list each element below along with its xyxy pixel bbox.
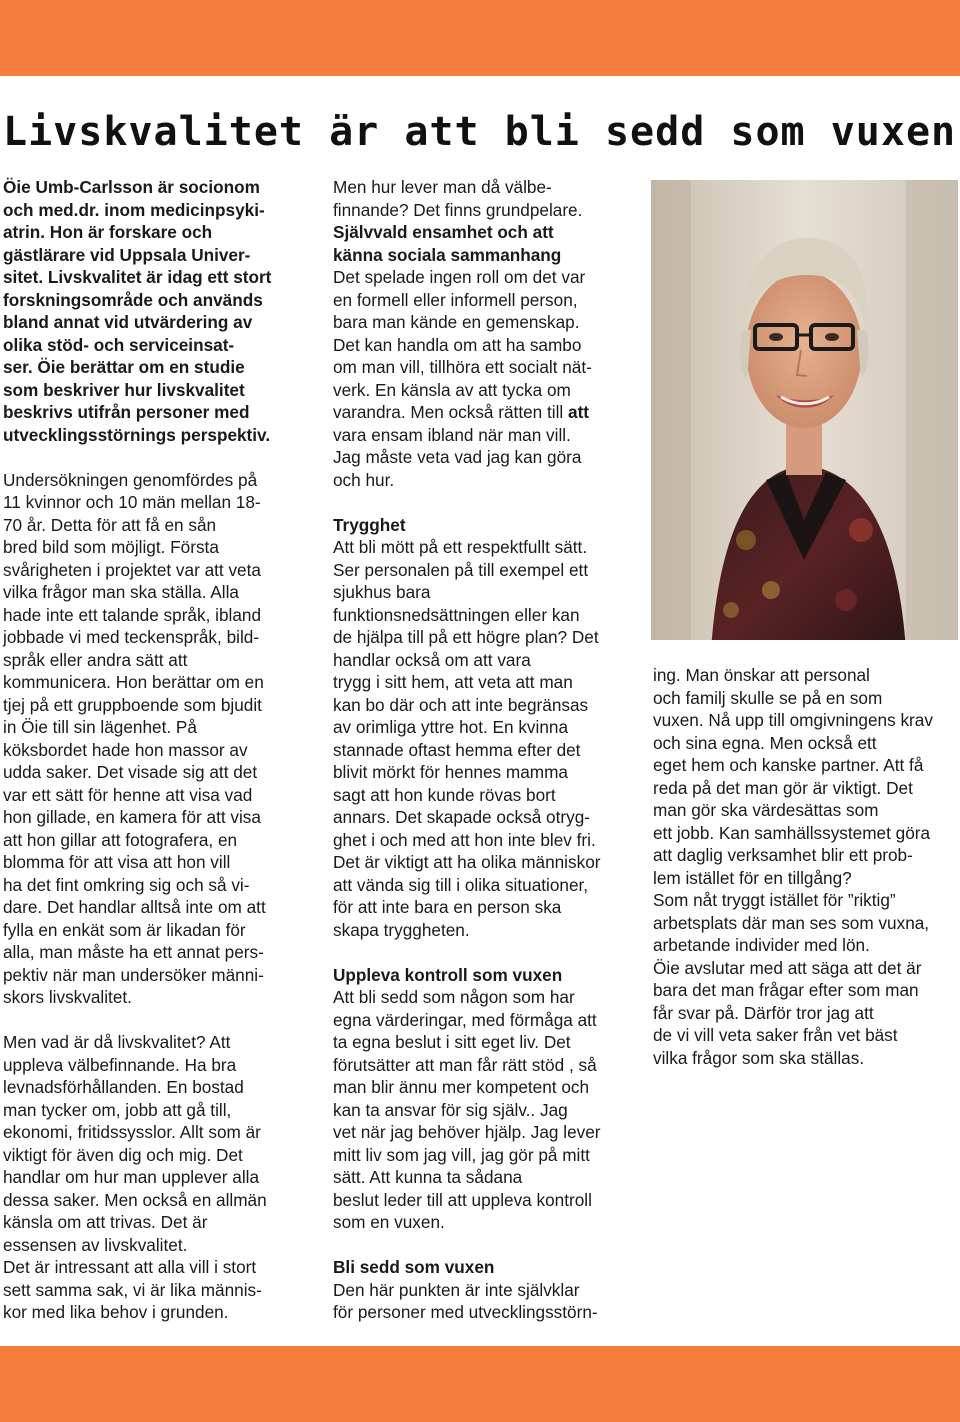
article-title: Livskvalitet är att bli sedd som vuxen: [3, 109, 957, 155]
text-line: arbetsplats där man ses som vuxna,: [653, 912, 930, 933]
text-line: var ett sätt för henne att visa vad: [3, 784, 253, 805]
text-line: Men hur lever man då välbe-: [333, 177, 552, 197]
text-line: beslut leder till att uppleva kontroll: [333, 1189, 592, 1210]
body-paragraph: [333, 1279, 633, 1324]
text-line: ett jobb. Kan samhällssystemet göra: [653, 822, 931, 843]
column-3: [653, 664, 958, 1069]
text-line: bred bild som möjligt. Första: [3, 537, 219, 557]
text-line: vara ensam ibland när man vill.: [333, 424, 571, 445]
text-line: Undersökningen genomfördes på: [3, 469, 258, 490]
text-line: vilka frågor som ska ställas.: [653, 1047, 865, 1068]
text-line: ing. Man önskar att personal: [653, 665, 870, 685]
text-line: och med.dr. inom medicinpsyki-: [3, 199, 265, 220]
text-line: blivit mörkt för hennes mamma: [333, 762, 568, 782]
text-line: egna värderingar, med förmåga att: [333, 1009, 597, 1030]
text-line: känna sociala sammanhang: [333, 244, 562, 265]
text-line: av orimliga yttre hot. En kvinna: [333, 717, 569, 737]
text-line: att daglig verksamhet blir ett prob-: [653, 845, 913, 865]
text-line: man tycker om, jobb att gå till,: [3, 1099, 232, 1120]
text-line: kor med lika behov i grunden.: [3, 1302, 229, 1322]
section-heading: [333, 221, 633, 266]
text-line: vet när jag behöver hjälp. Jag lever: [333, 1122, 601, 1142]
emphasis-text: att: [568, 402, 590, 422]
text-line: och familj skulle se på en som: [653, 687, 883, 708]
text-line: och sina egna. Men också ett: [653, 732, 877, 753]
text-line: att hon gillar att fotografera, en: [3, 829, 238, 850]
text-line: utvecklingsstörnings perspektiv.: [3, 424, 271, 445]
body-paragraph: [333, 986, 633, 1234]
text-line: hon gillade, en kamera för att visa: [3, 807, 261, 827]
text-line: verk. En känsla av att tycka om: [333, 379, 571, 400]
text-line: kan bo där och att inte begränsas: [333, 694, 589, 715]
text-line: Det är viktigt att ha olika människor: [333, 852, 601, 872]
text-line: handlar också om att vara: [333, 649, 531, 670]
text-line: känsla om att trivas. Det är: [3, 1212, 208, 1232]
section-heading: Uppleva kontroll som vuxen: [333, 964, 563, 985]
text-line: Självvald ensamhet och att: [333, 222, 554, 242]
text-line: blomma för att visa att hon vill: [3, 852, 231, 872]
text-line: forskningsområde och används: [3, 289, 263, 310]
text-line: ser. Öie berättar om en studie: [3, 357, 245, 377]
text-line: och hur.: [333, 469, 395, 490]
text-line: levnadsförhållanden. En bostad: [3, 1077, 244, 1097]
section-heading: Trygghet: [333, 514, 406, 535]
text-line: att vända sig till i olika situationer,: [333, 874, 589, 895]
text-line: Det kan handla om att ha sambo: [333, 334, 582, 355]
text-line: bara det man frågar efter som man: [653, 980, 919, 1000]
text-line: fylla en enkät som är likadan för: [3, 919, 246, 940]
text-line: ta egna beslut i sitt eget liv. Det: [333, 1032, 571, 1052]
text-line: jobbade vi med teckenspråk, bild-: [3, 627, 260, 647]
text-line: Öie avslutar med att säga att det är: [653, 957, 922, 978]
body-paragraph: [3, 1031, 303, 1324]
text-line: handlar om hur man upplever alla: [3, 1167, 260, 1187]
text-line: trygg i sitt hem, att veta att man: [333, 672, 573, 692]
text-line: de hjälpa till på ett högre plan? Det: [333, 627, 599, 647]
bottom-orange-band: [0, 1346, 960, 1422]
text-line: ekonomi, fritidssysslor. Allt som är: [3, 1122, 261, 1142]
text-line: Att bli sedd som någon som har: [333, 987, 575, 1007]
text-line: Det är intressant att alla vill i stort: [3, 1257, 257, 1277]
text-line: gästlärare vid Uppsala Univer-: [3, 244, 251, 265]
text-line: köksbordet hade hon massor av: [3, 739, 248, 760]
text-line: uppleva välbefinnande. Ha bra: [3, 1054, 237, 1075]
text-line: kommunicera. Hon berättar om en: [3, 672, 264, 692]
text-line: viktigt för även dig och mig. Det: [3, 1144, 243, 1165]
text-line: arbetande individer med lön.: [653, 935, 870, 955]
text-line: reda på det man gör är viktigt. Det: [653, 777, 913, 798]
text-line: [333, 401, 633, 424]
body-paragraph: [333, 536, 633, 941]
column-2: [333, 176, 633, 1324]
intro-paragraph: [3, 176, 303, 446]
text-line: bara man kände en gemenskap.: [333, 312, 580, 332]
text-line: 11 kvinnor och 10 män mellan 18-: [3, 492, 261, 512]
text-line: alla, man måste ha ett annat pers-: [3, 942, 264, 962]
body-paragraph: [333, 266, 633, 491]
text-line: annars. Det skapade också otryg-: [333, 807, 590, 827]
text-line: Öie Umb-Carlsson är socionom: [3, 177, 260, 197]
column-1: [3, 176, 303, 1324]
text-line: stannade oftast hemma efter det: [333, 739, 581, 760]
text-line: atrin. Hon är forskare och: [3, 222, 213, 242]
text-line: en formell eller informell person,: [333, 289, 578, 310]
text-line: in Öie till sin lägenhet. På: [3, 717, 197, 737]
text-line: sjukhus bara: [333, 582, 431, 602]
text-line: för att inte bara en person ska: [333, 897, 562, 917]
text-line: om man vill, tillhöra ett socialt nät-: [333, 357, 592, 377]
text-line: får svar på. Därför tror jag att: [653, 1002, 874, 1023]
text-line: Ser personalen på till exempel ett: [333, 559, 589, 580]
text-line: Men vad är då livskvalitet? Att: [3, 1032, 231, 1052]
text-line: kan ta ansvar för sig själv.. Jag: [333, 1099, 568, 1120]
text-span: varandra. Men också rätten till: [333, 402, 569, 422]
text-line: Den här punkten är inte självklar: [333, 1279, 580, 1300]
text-line: för personer med utvecklingsstörn-: [333, 1302, 598, 1322]
body-paragraph: [333, 176, 633, 221]
text-line: Det spelade ingen roll om det var: [333, 267, 586, 287]
text-line: essensen av livskvalitet.: [3, 1234, 188, 1255]
text-line: språk eller andra sätt att: [3, 649, 188, 670]
text-line: finnande? Det finns grundpelare.: [333, 199, 583, 220]
text-line: 70 år. Detta för att få en sån: [3, 514, 217, 535]
section-heading: Bli sedd som vuxen: [333, 1257, 495, 1277]
text-line: pektiv när man undersöker männi-: [3, 964, 264, 985]
text-line: som en vuxen.: [333, 1212, 445, 1232]
text-line: olika stöd- och serviceinsat-: [3, 334, 235, 355]
text-line: sätt. Att kunna ta sådana: [333, 1167, 523, 1187]
body-paragraph: [3, 469, 303, 1009]
text-line: Som nåt tryggt istället för ”riktig”: [653, 890, 896, 910]
text-line: vilka frågor man ska ställa. Alla: [3, 582, 239, 602]
text-line: vuxen. Nå upp till omgivningens krav: [653, 710, 933, 730]
text-line: funktionsnedsättningen eller kan: [333, 604, 580, 625]
text-line: lem istället för en tillgång?: [653, 867, 852, 888]
text-line: sett samma sak, vi är lika männis-: [3, 1279, 262, 1300]
text-line: Att bli mött på ett respektfullt sätt.: [333, 537, 588, 557]
text-line: bland annat vid utvärdering av: [3, 312, 253, 332]
text-line: Jag måste veta vad jag kan göra: [333, 447, 582, 467]
text-line: mitt liv som jag vill, jag gör på mitt: [333, 1144, 590, 1165]
text-line: sagt att hon kunde rövas bort: [333, 784, 556, 805]
text-line: tjej på ett gruppboende som bjudit: [3, 694, 262, 715]
text-line: de vi vill veta saker från vet bäst: [653, 1025, 898, 1045]
text-line: beskrivs utifrån personer med: [3, 402, 250, 422]
text-line: man gör ska värdesättas som: [653, 800, 879, 820]
text-line: som beskriver hur livskvalitet: [3, 379, 245, 400]
text-line: hade inte ett talande språk, ibland: [3, 604, 261, 625]
text-line: udda saker. Det visade sig att det: [3, 762, 258, 782]
text-line: skapa tryggheten.: [333, 919, 470, 940]
text-line: skors livskvalitet.: [3, 987, 132, 1007]
text-line: förutsätter att man får rätt stöd , så: [333, 1054, 597, 1075]
portrait-photo: [651, 180, 958, 640]
text-line: dare. Det handlar alltså inte om att: [3, 897, 266, 917]
text-line: sitet. Livskvalitet är idag ett stort: [3, 267, 272, 287]
top-orange-band: [0, 0, 960, 76]
text-line: ghet i och med att hon inte blev fri.: [333, 829, 596, 850]
text-line: man blir ännu mer kompetent och: [333, 1077, 590, 1097]
text-line: ha det fint omkring sig och så vi-: [3, 874, 250, 895]
text-line: dessa saker. Men också en allmän: [3, 1189, 267, 1210]
text-line: svårigheten i projektet var att veta: [3, 559, 261, 580]
text-line: eget hem och kanske partner. Att få: [653, 755, 924, 775]
